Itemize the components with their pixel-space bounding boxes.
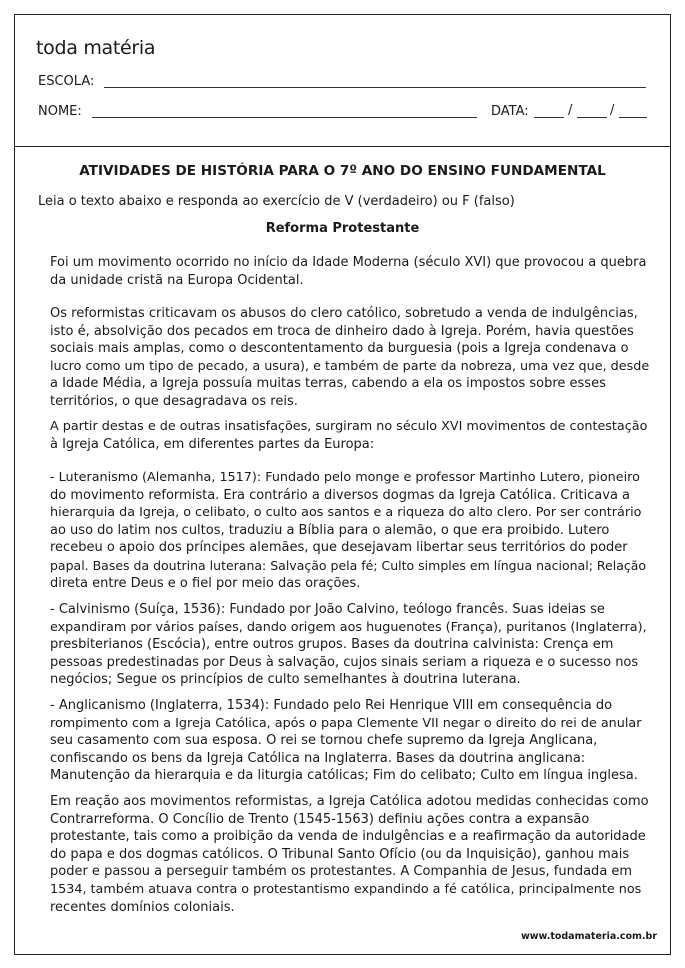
text-line: sociais mais amplas, como o descontentamento da burguesia (pois a Igreja condenava o (50, 341, 629, 357)
text-line: recebeu o apoio dos príncipes alemães, que desejavam libertar seus territórios do poder (50, 540, 628, 556)
logo: toda matéria (36, 37, 156, 59)
text-line: territórios, o que desagradava os reis. (50, 393, 298, 409)
data-label: DATA: (491, 104, 529, 119)
text-line: poder e passou a perseguir também os protestantes. A Companhia de Jesus, fundada em (50, 864, 633, 880)
text-line: - Anglicanismo (Inglaterra, 1534): Fundado pelo Rei Henrique VIII em consequência do (50, 698, 613, 713)
text-line: do papa e dos dogmas católicos. O Tribunal Santo Ofício (ou da Inquisição), ganhou mais (50, 846, 630, 862)
text-line: negócios; Segue os princípios de culto semelhantes à doutrina luterana. (50, 672, 521, 688)
text-line: direta entre Deus e o fiel por meio das orações. (50, 575, 361, 591)
text-line: - Calvinismo (Suíça, 1536): Fundado por João Calvino, teólogo francês. Suas ideias se (50, 602, 605, 617)
date-month-field[interactable] (577, 117, 607, 118)
date-year-field[interactable] (619, 117, 647, 118)
date-day-field[interactable] (534, 117, 564, 118)
text-line: lucro como um tipo de pecado, a usura), e também de parte da nobreza, uma vez que, desde (50, 358, 650, 374)
date-separator: / (568, 103, 573, 118)
date-separator: / (610, 103, 615, 118)
paragraph-reformistas (50, 305, 650, 411)
text-line: confiscando os bens da Igreja Católica na Inglaterra. Bases da doutrina anglicana: (50, 750, 586, 766)
text-line: presbiterianos (Escócia), entre outros grupos. Bases da doutrina calvinista: Crença em (50, 637, 614, 653)
paragraph-contrarreforma (50, 793, 650, 916)
text-line: 1534, também atuava contra o protestantismo expandindo a fé católica, principalmente nos (50, 881, 642, 897)
worksheet (14, 14, 671, 955)
text-line: papal. Bases da doutrina luterana: Salvação pela fé; Culto simples em língua nacional; Relação (50, 557, 647, 573)
text-line: protestante, tais como a proibição da venda de indulgências e a reafirmação da autoridade (50, 829, 646, 845)
text-subtitle: Reforma Protestante (265, 221, 420, 236)
text-line: do movimento reformista. Era contrário a diversos dogmas da Igreja Católica. Criticava a (50, 487, 631, 503)
text-line: Em reação aos movimentos reformistas, a Igreja Católica adotou medidas conhecidas como (50, 794, 649, 809)
escola-field[interactable] (104, 87, 646, 88)
worksheet-title: ATIVIDADES DE HISTÓRIA PARA O 7º ANO DO ENSINO FUNDAMENTAL (79, 163, 606, 179)
text-line: A partir destas e de outras insatisfações, surgiram no século XVI movimentos de contestação (50, 419, 648, 434)
text-line: da unidade cristã na Europa Ocidental. (50, 272, 304, 288)
text-line: Foi um movimento ocorrido no início da Idade Moderna (século XVI) que provocou a quebra (50, 255, 647, 270)
paragraph-contestacao (50, 418, 650, 453)
text-line: ao uso do latim nos cultos, traduziu a Bíblia para o alemão, o que era proibido. Lutero (50, 522, 610, 538)
text-line: rompimento com a Igreja Católica, após o papa Clemente VII negar o direito do rei de anular (50, 715, 642, 731)
instruction-text: Leia o texto abaixo e responda ao exercício de V (verdadeiro) ou F (falso) (38, 194, 515, 209)
paragraph-anglicanismo (50, 697, 650, 785)
paragraph-calvinismo (50, 601, 650, 689)
text-line: Contrarreforma. O Concílio de Trento (1545-1563) definiu ações contra a expansão (50, 811, 590, 827)
text-line: expandiram por vários países, dando origem aos huguenotes (França), puritanos (Inglaterra), (50, 619, 647, 635)
text-line: pessoas predestinadas por Deus à salvação, cujos sinais seriam a riqueza e o sucesso nos (50, 654, 639, 670)
nome-field[interactable] (92, 117, 477, 118)
paragraph-intro (50, 254, 650, 289)
text-line: a Idade Média, a Igreja possuía muitas terras, cabendo a ela os impostos sobre esses (50, 376, 606, 392)
text-line: isto é, absolvição dos pecados em troca de dinheiro dado à Igreja. Porém, havia questões (50, 323, 634, 339)
nome-label: NOME: (38, 104, 82, 119)
text-line: hierarquia da Igreja, o celibato, o culto aos santos e a riqueza do alto clero. Por ser contrário (50, 505, 642, 521)
text-line: seu casamento com sua esposa. O rei se tornou chefe supremo da Igreja Anglicana, (50, 733, 598, 749)
text-line: à Igreja Católica, em diferentes partes da Europa: (50, 436, 375, 452)
text-line: recentes domínios coloniais. (50, 899, 235, 915)
footer-url: www.todamateria.com.br (520, 931, 657, 942)
text-line: Manutenção da hierarquia e da liturgia católicas; Fim do celibato; Culto em língua inglesa. (50, 768, 638, 784)
worksheet-header (15, 15, 670, 147)
paragraph-luteranismo (50, 469, 650, 592)
text-line: - Luteranismo (Alemanha, 1517): Fundado pelo monge e professor Martinho Lutero, pioneiro (50, 470, 640, 485)
escola-label: ESCOLA: (38, 74, 95, 89)
text-line: Os reformistas criticavam os abusos do clero católico, sobretudo a venda de indulgências, (50, 306, 638, 321)
